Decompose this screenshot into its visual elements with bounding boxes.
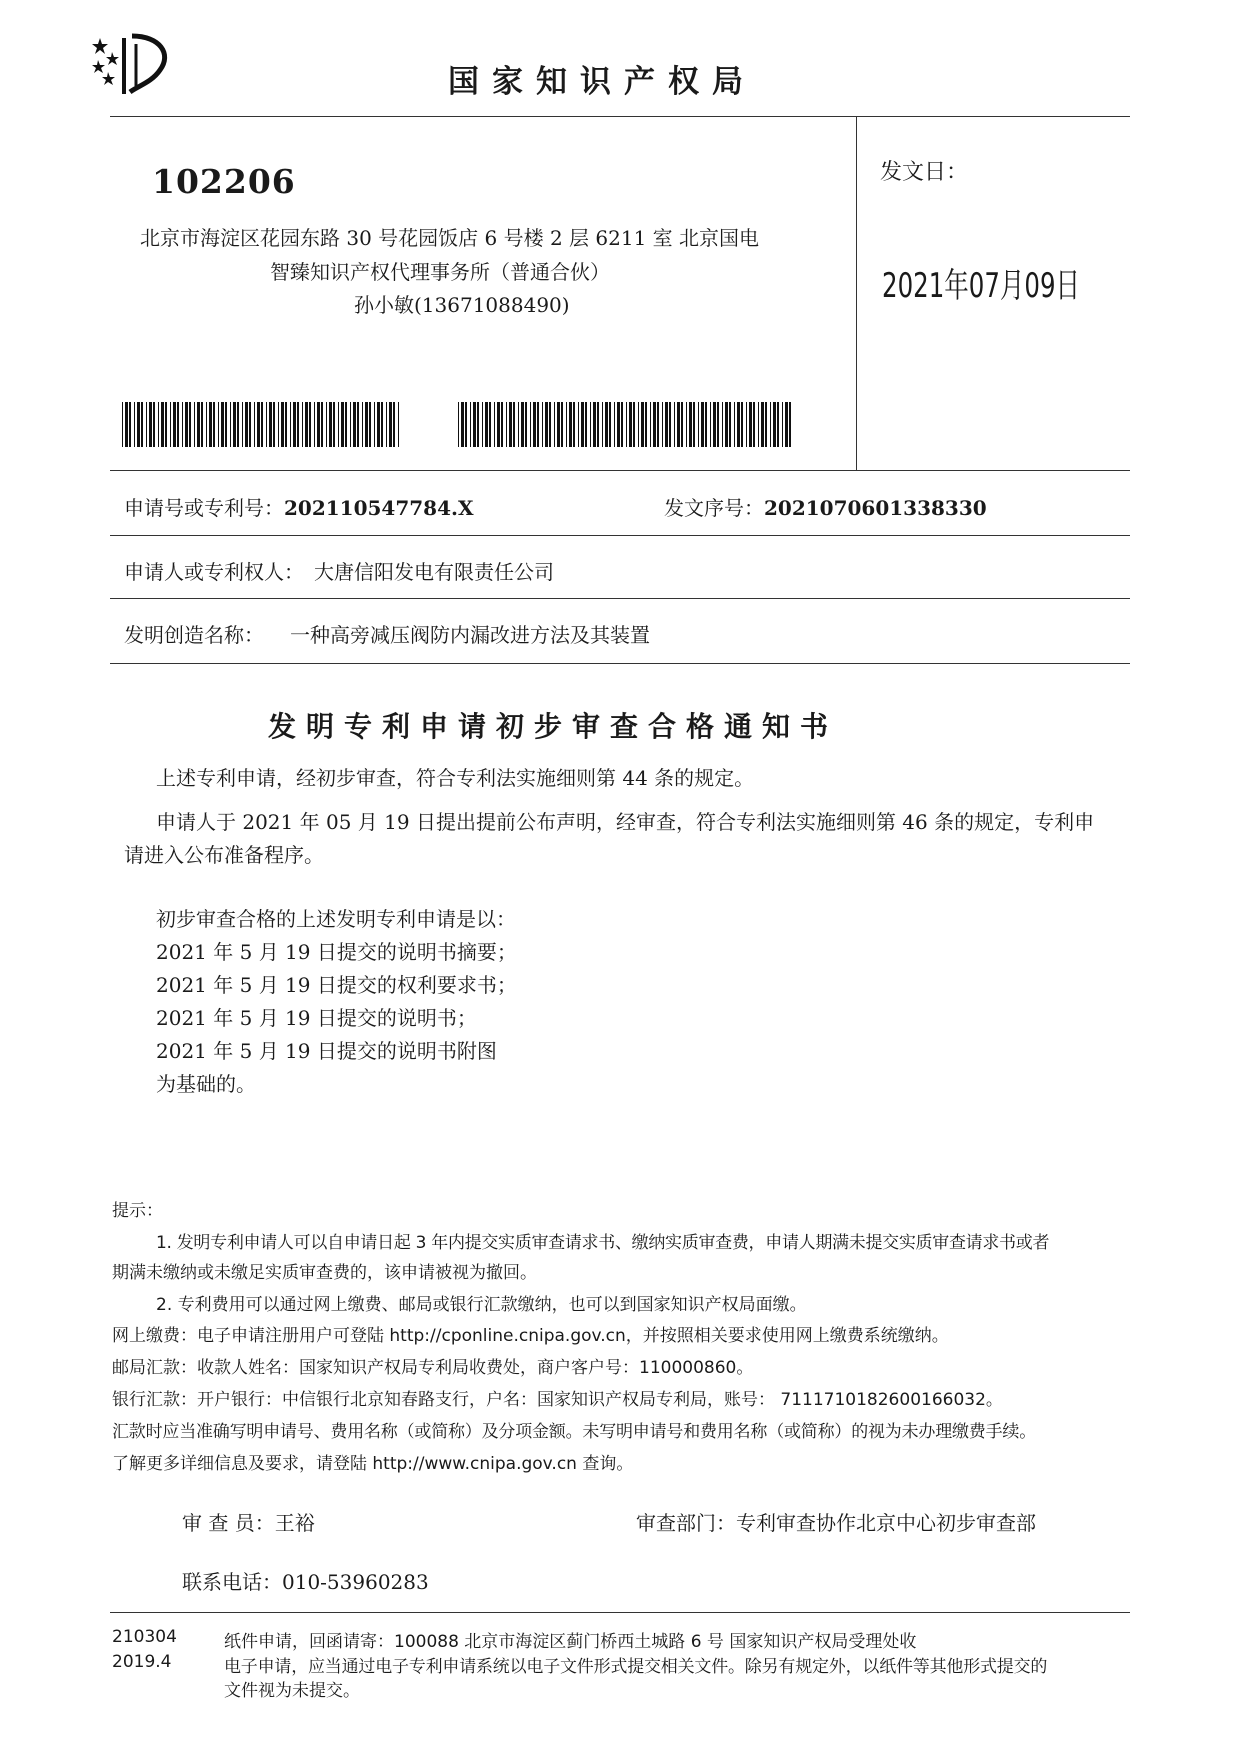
barcode-bar	[206, 402, 207, 447]
field-row-divider-2	[110, 598, 1130, 599]
barcode-bar	[461, 402, 464, 447]
barcode-bar	[653, 402, 656, 447]
cnipa-logo-icon	[90, 30, 180, 102]
barcode-bar	[218, 402, 219, 447]
barcode-bar	[633, 402, 635, 447]
barcode-bar	[309, 402, 311, 447]
barcode-bar	[741, 402, 743, 447]
barcode-bar	[614, 402, 615, 447]
barcode-bar	[221, 402, 224, 447]
barcode-bar	[357, 402, 359, 447]
contact-phone: 联系电话：010-53960283	[182, 1570, 429, 1594]
barcode-bar	[341, 402, 344, 447]
barcode-bar	[537, 402, 539, 447]
online-payment-note: 网上缴费：电子申请注册用户可登陆 http://cponline.cnipa.gov.cn，并按照相关要求使用网上缴费系统缴纳。	[112, 1326, 949, 1346]
barcode-bar	[485, 402, 488, 447]
barcode-bar	[674, 402, 675, 447]
barcode-bar	[765, 402, 767, 447]
barcode-bar	[149, 402, 152, 447]
barcode-bar	[665, 402, 668, 447]
barcode-bar	[489, 402, 491, 447]
invention-name-field	[124, 619, 650, 648]
barcode-bar	[533, 402, 536, 447]
barcode-bar	[261, 402, 263, 447]
barcode-bar	[165, 402, 167, 447]
barcode-bar	[494, 402, 495, 447]
barcode-bar	[569, 402, 572, 447]
barcode-bar	[585, 402, 587, 447]
barcode-bar	[177, 402, 179, 447]
barcode-bar	[302, 402, 303, 447]
hints-label: 提示：	[112, 1201, 163, 1221]
barcode-bar	[573, 402, 575, 447]
barcode-bar	[321, 402, 323, 447]
footer-line-2: 电子申请，应当通过电子专利申请系统以电子文件形式提交相关文件。除另有规定外，以纸件等其他形式提交的	[224, 1657, 1048, 1677]
barcode-bar	[161, 402, 164, 447]
barcode-bar	[237, 402, 239, 447]
barcode-bar	[581, 402, 584, 447]
invention-name-label: 发明创造名称：	[124, 623, 264, 647]
barcode-bar	[657, 402, 659, 447]
barcode-bar	[386, 402, 387, 447]
barcode-bar	[698, 402, 699, 447]
barcode-bar	[650, 402, 651, 447]
body-paragraph-2-line-2: 请进入公布准备程序。	[124, 843, 324, 867]
barcode-bar	[345, 402, 347, 447]
barcode-bar	[230, 402, 231, 447]
applicant-field	[124, 556, 554, 585]
applicant-label: 申请人或专利权人：	[124, 560, 304, 584]
barcode-bar	[245, 402, 248, 447]
application-number-value: 202110547784.X	[284, 496, 474, 520]
barcode-bar	[122, 402, 123, 447]
body-paragraph-1: 上述专利申请，经初步审查，符合专利法实施细则第 44 条的规定。	[156, 766, 755, 790]
barcode-bar	[185, 402, 188, 447]
barcode-bar	[521, 402, 524, 447]
address-block-divider	[110, 470, 1130, 471]
application-number-label: 申请号或专利号：	[124, 496, 284, 520]
barcode-bar	[734, 402, 735, 447]
basis-end: 为基础的。	[156, 1072, 256, 1096]
barcode-bar	[513, 402, 515, 447]
barcode-bar	[201, 402, 203, 447]
barcode-bar	[329, 402, 332, 447]
barcode-bar	[293, 402, 296, 447]
barcode-bar	[717, 402, 719, 447]
barcode-bar	[146, 402, 147, 447]
header-title: 国家知识产权局	[448, 64, 756, 100]
barcode-bar	[269, 402, 272, 447]
barcode-bar	[338, 402, 339, 447]
serial-number-value: 2021070601338330	[764, 496, 987, 520]
more-info-note: 了解更多详细信息及要求，请登陆 http://www.cnipa.gov.cn 查询。	[112, 1454, 634, 1474]
barcode-bar	[789, 402, 791, 447]
footer-line-1: 纸件申请，回函请寄：100088 北京市海淀区蓟门桥西土城路 6 号 国家知识产权局受理处收	[224, 1632, 917, 1652]
applicant-value: 大唐信阳发电有限责任公司	[314, 560, 554, 584]
barcode-bar	[761, 402, 764, 447]
barcode-bar	[173, 402, 176, 447]
barcode-bar	[170, 402, 171, 447]
barcode-bar	[365, 402, 368, 447]
barcode-bar	[225, 402, 227, 447]
hint-1-line-1: 1. 发明专利申请人可以自申请日起 3 年内提交实质审查请求书、缴纳实质审查费，申请人期满未提交实质审查请求书或者	[156, 1233, 1050, 1253]
barcode-bar	[362, 402, 363, 447]
barcode-bar	[182, 402, 183, 447]
serial-number-label: 发文序号：	[664, 496, 764, 520]
barcode-bar	[609, 402, 611, 447]
body-paragraph-2-line-1: 申请人于 2021 年 05 月 19 日提出提前公布声明，经审查，符合专利法实施细则第 46 条的规定，专利申	[156, 810, 1095, 834]
remittance-instruction: 汇款时应当准确写明申请号、费用名称（或简称）及分项金额。未写明申请号和费用名称（或简称）的视为未办理缴费手续。	[112, 1422, 1036, 1442]
barcode-bar	[710, 402, 711, 447]
barcode-bar	[506, 402, 507, 447]
barcode-bar	[473, 402, 476, 447]
barcode-bar	[482, 402, 483, 447]
barcode-bar	[561, 402, 563, 447]
barcode-bar	[134, 402, 135, 447]
examiner: 审 查 员：王裕	[182, 1511, 315, 1535]
examining-department: 审查部门：专利审查协作北京中心初步审查部	[636, 1511, 1036, 1535]
barcode-bar	[713, 402, 716, 447]
barcode-bar	[305, 402, 308, 447]
barcode-bar	[693, 402, 695, 447]
barcode-bar	[129, 402, 131, 447]
barcode-bar	[158, 402, 159, 447]
barcode-bar	[477, 402, 479, 447]
basis-item: 2021 年 5 月 19 日提交的权利要求书；	[156, 973, 517, 997]
barcode-bar	[153, 402, 155, 447]
date-column-divider	[856, 116, 857, 470]
barcode-bar	[257, 402, 260, 447]
barcode-bar	[545, 402, 548, 447]
barcode-bar	[722, 402, 723, 447]
barcode-bar	[557, 402, 560, 447]
barcode-bar	[458, 402, 459, 447]
barcode-bar	[326, 402, 327, 447]
barcode-bar	[602, 402, 603, 447]
issue-date-label: 发文日：	[880, 160, 969, 185]
barcode-bar	[333, 402, 335, 447]
barcode-bar	[549, 402, 551, 447]
barcode-bar	[381, 402, 383, 447]
form-code: 210304	[112, 1627, 177, 1647]
barcode-bar	[317, 402, 320, 447]
barcode-bar	[374, 402, 375, 447]
barcode-bar	[605, 402, 608, 447]
barcode-bar	[749, 402, 752, 447]
barcode-bar	[681, 402, 683, 447]
barcode-bar	[137, 402, 140, 447]
barcode-bar	[677, 402, 680, 447]
barcode-bar	[213, 402, 215, 447]
barcode-bar	[758, 402, 759, 447]
application-number-field	[124, 492, 473, 521]
barcode-bar	[285, 402, 287, 447]
barcode-bar	[686, 402, 687, 447]
barcode-bar	[689, 402, 692, 447]
barcode-bar	[518, 402, 519, 447]
barcode-bar	[621, 402, 623, 447]
barcode-bar	[705, 402, 707, 447]
barcode-bar	[353, 402, 356, 447]
document-title: 发明专利申请初步审查合格通知书	[268, 710, 839, 743]
barcode-bar	[278, 402, 279, 447]
barcode-right	[458, 402, 794, 447]
address-line-2: 智臻知识产权代理事务所（普通合伙）	[270, 260, 610, 284]
barcode-bar	[542, 402, 543, 447]
barcode-bar	[777, 402, 779, 447]
hint-1-line-2: 期满未缴纳或未缴足实质审查费的，该申请被视为撤回。	[112, 1263, 537, 1283]
issue-date-value: 2021年07月09日	[882, 266, 1081, 306]
hint-2: 2. 专利费用可以通过网上缴费、邮局或银行汇款缴纳，也可以到国家知识产权局面缴。	[156, 1295, 807, 1315]
basis-item: 2021 年 5 月 19 日提交的说明书；	[156, 1006, 477, 1030]
basis-item: 2021 年 5 月 19 日提交的说明书附图	[156, 1039, 497, 1063]
barcode-bar	[197, 402, 200, 447]
post-remittance-note: 邮局汇款：收款人姓名：国家知识产权局专利局收费处，商户客户号：110000860。	[112, 1358, 754, 1378]
barcode-bar	[530, 402, 531, 447]
barcode-bar	[669, 402, 671, 447]
barcode-bar	[398, 402, 399, 447]
barcode-bar	[641, 402, 644, 447]
form-version: 2019.4	[112, 1652, 172, 1672]
barcode-bar	[645, 402, 647, 447]
barcode-bar	[254, 402, 255, 447]
footer-divider	[110, 1612, 1130, 1613]
field-row-divider-1	[110, 535, 1130, 536]
barcode-bar	[617, 402, 620, 447]
barcode-bar	[389, 402, 392, 447]
invention-name-value: 一种高旁减压阀防内漏改进方法及其装置	[290, 623, 650, 647]
barcode-bar	[465, 402, 467, 447]
barcode-bar	[597, 402, 599, 447]
barcode-bar	[350, 402, 351, 447]
address-line-1: 北京市海淀区花园东路 30 号花园饭店 6 号楼 2 层 6211 室 北京国电	[140, 226, 760, 250]
bank-remittance-note: 银行汇款：开户银行：中信银行北京知春路支行，户名：国家知识产权局专利局，账号： 7111710182600166032。	[112, 1390, 1003, 1410]
barcode-bar	[626, 402, 627, 447]
barcode-bar	[554, 402, 555, 447]
serial-number-field	[664, 492, 987, 521]
barcode-bar	[273, 402, 275, 447]
barcode-bar	[189, 402, 191, 447]
barcode-bar	[746, 402, 747, 447]
postal-code: 102206	[152, 162, 296, 201]
barcode-bar	[590, 402, 591, 447]
barcode-bar	[497, 402, 500, 447]
barcode-bar	[701, 402, 704, 447]
barcode-bar	[470, 402, 471, 447]
field-row-divider-3	[110, 663, 1130, 664]
barcode-bar	[509, 402, 512, 447]
basis-item: 2021 年 5 月 19 日提交的说明书摘要；	[156, 940, 517, 964]
barcode-bar	[290, 402, 291, 447]
barcode-bar	[729, 402, 731, 447]
barcode-bar	[725, 402, 728, 447]
basis-intro: 初步审查合格的上述发明专利申请是以：	[156, 907, 516, 931]
barcode-bar	[249, 402, 251, 447]
barcode-bar	[501, 402, 503, 447]
barcode-bar	[242, 402, 243, 447]
header-divider	[110, 116, 1130, 117]
barcode-bar	[194, 402, 195, 447]
barcode-bar	[297, 402, 299, 447]
barcode-bar	[125, 402, 128, 447]
barcode-bar	[638, 402, 639, 447]
barcode-bar	[266, 402, 267, 447]
barcode-bar	[281, 402, 284, 447]
recipient-contact: 孙小敏(13671088490)	[354, 293, 570, 317]
barcode-bar	[770, 402, 771, 447]
barcode-bar	[141, 402, 143, 447]
barcode-bar	[662, 402, 663, 447]
footer-line-3: 文件视为未提交。	[224, 1681, 360, 1701]
barcode-bar	[593, 402, 596, 447]
barcode-bar	[753, 402, 755, 447]
barcode-left	[122, 402, 402, 447]
barcode-bar	[233, 402, 236, 447]
barcode-bar	[525, 402, 527, 447]
barcode-bar	[629, 402, 632, 447]
barcode-bar	[209, 402, 212, 447]
barcode-bar	[314, 402, 315, 447]
barcode-bar	[737, 402, 740, 447]
barcode-bar	[369, 402, 371, 447]
barcode-bar	[566, 402, 567, 447]
barcode-bar	[377, 402, 380, 447]
barcode-bar	[393, 402, 395, 447]
barcode-bar	[782, 402, 783, 447]
barcode-bar	[578, 402, 579, 447]
barcode-bar	[785, 402, 788, 447]
barcode-bar	[773, 402, 776, 447]
